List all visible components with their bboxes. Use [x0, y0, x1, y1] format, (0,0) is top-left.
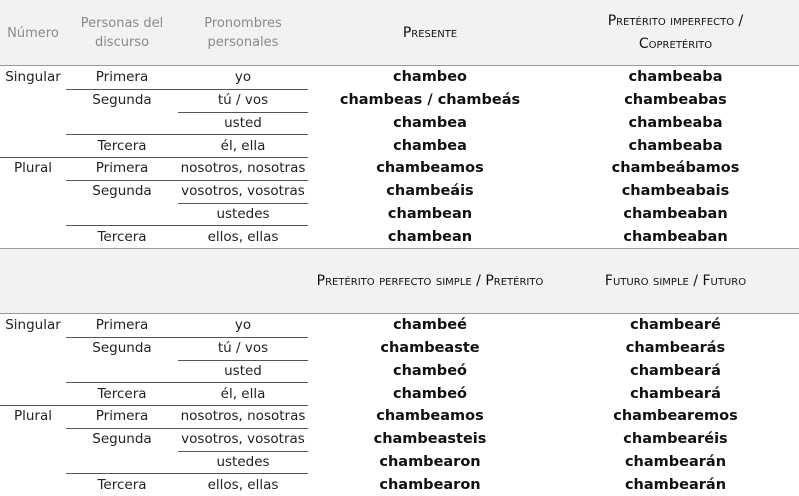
cell-numero: Plural [13, 160, 53, 177]
conjugated-form: chambearon [379, 453, 481, 470]
cell-pronombre: nosotros, nosotras [180, 408, 306, 425]
cell-persona: Primera [95, 69, 149, 86]
conjugated-form: chambeabas [624, 92, 727, 109]
conjugated-form: chambeaba [628, 114, 723, 131]
cell-numero [0, 382, 66, 405]
header-numero: Número [7, 25, 59, 41]
cell-persona [66, 203, 178, 226]
cell-numero [0, 473, 66, 496]
cell-persona: Tercera [97, 476, 147, 493]
conjugated-form: chambea [393, 114, 467, 131]
cell-pronombre: ustedes [216, 205, 270, 222]
conjugated-form: chambeamos [376, 408, 484, 425]
cell-numero [0, 451, 66, 474]
cell-pronombre: vosotros, vosotras [181, 183, 305, 200]
conjugated-form: chambearéis [623, 431, 728, 448]
conjugated-form: chambearán [624, 476, 727, 493]
cell-numero [0, 360, 66, 383]
cell-numero [0, 203, 66, 226]
conjugated-form: chambearon [379, 476, 481, 493]
conjugated-form: chambeaba [628, 137, 723, 154]
cell-numero [0, 225, 66, 248]
conjugated-form: chambeaban [623, 228, 728, 245]
cell-persona: Primera [95, 160, 149, 177]
conjugated-form: chambeas / chambeás [339, 92, 521, 109]
cell-numero [0, 89, 66, 112]
conjugated-form: chambeará [630, 385, 721, 402]
conjugated-form: chambeasteis [373, 431, 487, 448]
conjugated-form: chambean [387, 205, 473, 222]
conjugated-form: chambeábamos [611, 160, 740, 177]
conjugated-form: chambearás [625, 340, 726, 357]
conjugated-form: chambean [387, 228, 473, 245]
cell-numero: Singular [5, 317, 61, 334]
cell-pronombre: ellos, ellas [207, 228, 279, 245]
section-divider [0, 248, 799, 249]
cell-persona [66, 112, 178, 135]
conjugated-form: chambeabais [621, 183, 730, 200]
cell-numero [0, 134, 66, 157]
conjugated-form: chambeará [630, 362, 721, 379]
conjugated-form: chambeó [393, 385, 467, 402]
cell-numero: Singular [5, 69, 61, 86]
cell-persona [66, 451, 178, 474]
cell-persona: Segunda [92, 340, 152, 357]
tense-header-futuro: Futuro simple / Futuro [604, 272, 747, 289]
cell-persona: Segunda [92, 183, 152, 200]
cell-pronombre: él, ella [220, 385, 266, 402]
cell-pronombre: nosotros, nosotras [180, 160, 306, 177]
cell-persona: Tercera [97, 228, 147, 245]
tense-header-preterito-imperfecto: Pretérito imperfecto / Copretérito [607, 13, 744, 52]
conjugated-form: chambeáis [386, 183, 474, 200]
conjugated-form: chambearán [624, 453, 727, 470]
cell-pronombre: él, ella [220, 137, 266, 154]
cell-pronombre: tú / vos [217, 92, 269, 109]
cell-persona: Tercera [97, 137, 147, 154]
conjugated-form: chambeé [393, 317, 467, 334]
header-pronombres: Pronombres personales [204, 16, 282, 50]
conjugated-form: chambearemos [613, 408, 738, 425]
cell-numero [0, 428, 66, 451]
cell-persona: Primera [95, 408, 149, 425]
cell-persona: Segunda [92, 92, 152, 109]
cell-pronombre: tú / vos [217, 340, 269, 357]
cell-persona [66, 360, 178, 383]
conjugated-form: chambeamos [376, 160, 484, 177]
cell-numero [0, 112, 66, 135]
cell-numero: Plural [13, 408, 53, 425]
conjugated-form: chambeaban [623, 205, 728, 222]
cell-pronombre: yo [234, 69, 252, 86]
cell-pronombre: vosotros, vosotras [181, 431, 305, 448]
conjugated-form: chambeó [393, 362, 467, 379]
cell-pronombre: usted [224, 114, 262, 131]
cell-numero [0, 180, 66, 203]
conjugated-form: chambeo [393, 69, 467, 86]
conjugated-form: chambeaste [380, 340, 480, 357]
cell-persona: Primera [95, 317, 149, 334]
conjugated-form: chambeaba [628, 69, 723, 86]
cell-persona: Segunda [92, 431, 152, 448]
conjugated-form: chambea [393, 137, 467, 154]
conjugated-form: chambearé [630, 317, 721, 334]
tense-header-preterito-perfecto: Pretérito perfecto simple / Pretérito [316, 272, 544, 289]
cell-pronombre: usted [224, 362, 262, 379]
cell-persona: Tercera [97, 385, 147, 402]
header-personas: Personas del discurso [80, 16, 164, 50]
tense-header-presente: Presente [402, 24, 458, 41]
cell-pronombre: ellos, ellas [207, 476, 279, 493]
cell-pronombre: ustedes [216, 453, 270, 470]
cell-pronombre: yo [234, 317, 252, 334]
cell-numero [0, 337, 66, 360]
